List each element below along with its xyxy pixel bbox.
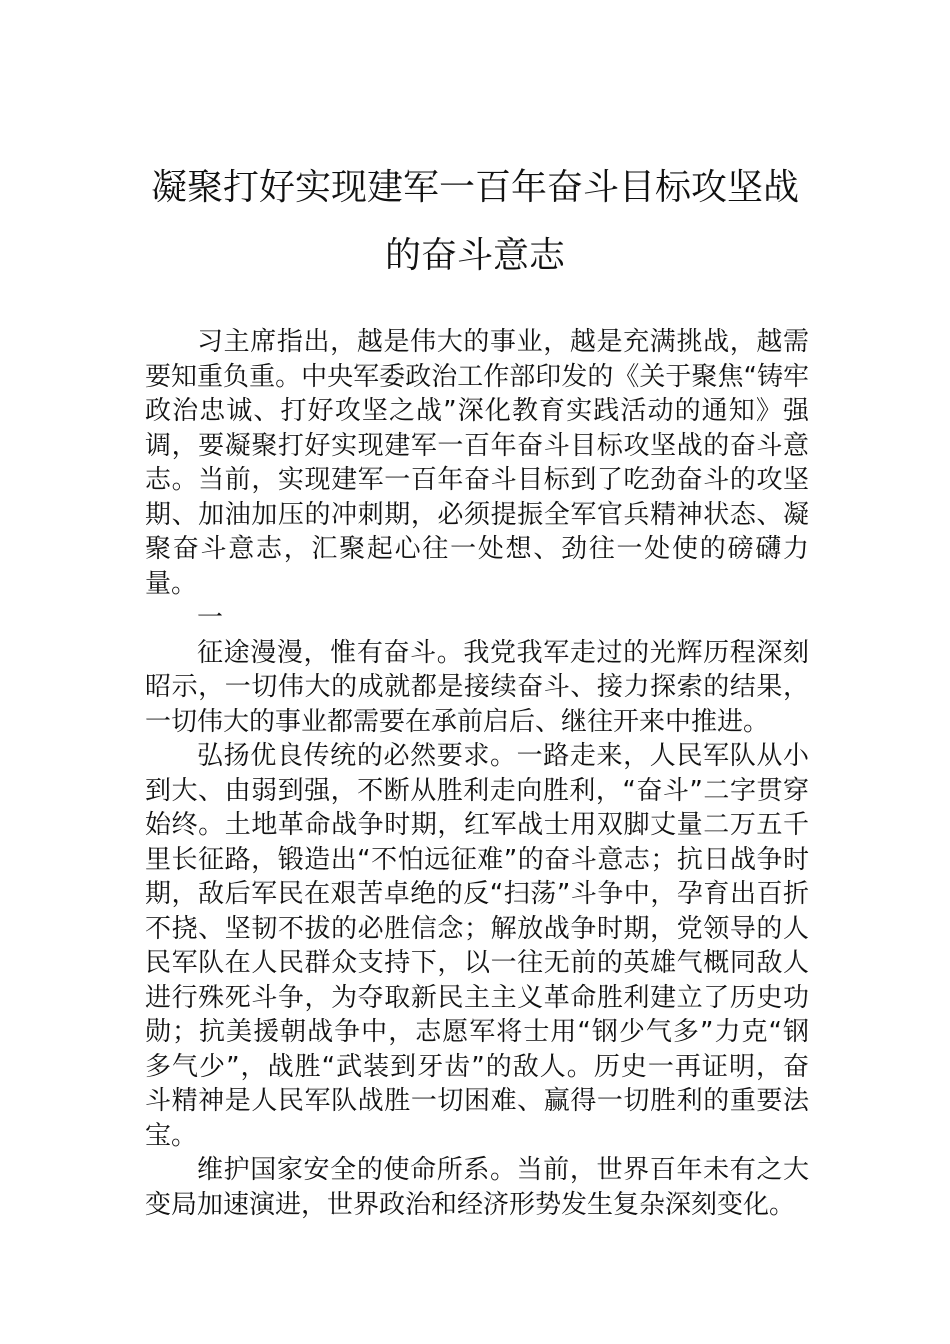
document-title-line-2: 的奋斗意志 xyxy=(384,235,565,276)
paragraph-security: 维护国家安全的使命所系。当前，世界百年未有之大变局加速演进，世界政治和经济形势发生复杂深刻变化。 xyxy=(145,1155,809,1220)
document-title-line-1: 凝聚打好实现建军一百年奋斗目标攻坚战 xyxy=(150,167,799,208)
section-heading-one: 一 xyxy=(197,603,224,633)
document-body xyxy=(145,325,809,1222)
paragraph-tradition: 弘扬优良传统的必然要求。一路走来，人民军队从小到大、由弱到强，不断从胜利走向胜利，“奋斗”二字贯穿始终。土地革命战争时期，红军战士用双脚丈量二万五千里长征路，锻造出“不怕远征难”的奋斗意志；抗日战争时期，敌后军民在艰苦卓绝的反“扫荡”斗争中，孕育出百折不挠、坚韧不拔的必胜信念；解放战争时期，党领导的人民军队在人民群众支持下，以一往无前的英雄气概同敌人进行殊死斗争，为夺取新民主主义革命胜利建立了历史功勋；抗美援朝战争中，志愿军将士用“钢少气多”力克“钢多气少”，战胜“武装到牙齿”的敌人。历史一再证明，奋斗精神是人民军队战胜一切困难、赢得一切胜利的重要法宝。 xyxy=(145,741,809,1151)
paragraph-struggle: 征途漫漫，惟有奋斗。我党我军走过的光辉历程深刻昭示，一切伟大的成就都是接续奋斗、接力探索的结果，一切伟大的事业都需要在承前启后、继往开来中推进。 xyxy=(145,637,809,737)
paragraph-intro: 习主席指出，越是伟大的事业，越是充满挑战，越需要知重负重。中央军委政治工作部印发的《关于聚焦“铸牢政治忠诚、打好攻坚之战”深化教育实践活动的通知》强调，要凝聚打好实现建军一百年奋斗目标攻坚战的奋斗意志。当前，实现建军一百年奋斗目标到了吃劲奋斗的攻坚期、加油加压的冲刺期，必须提振全军官兵精神状态、凝聚奋斗意志，汇聚起心往一处想、劲往一处使的磅礴力量。 xyxy=(145,327,809,599)
